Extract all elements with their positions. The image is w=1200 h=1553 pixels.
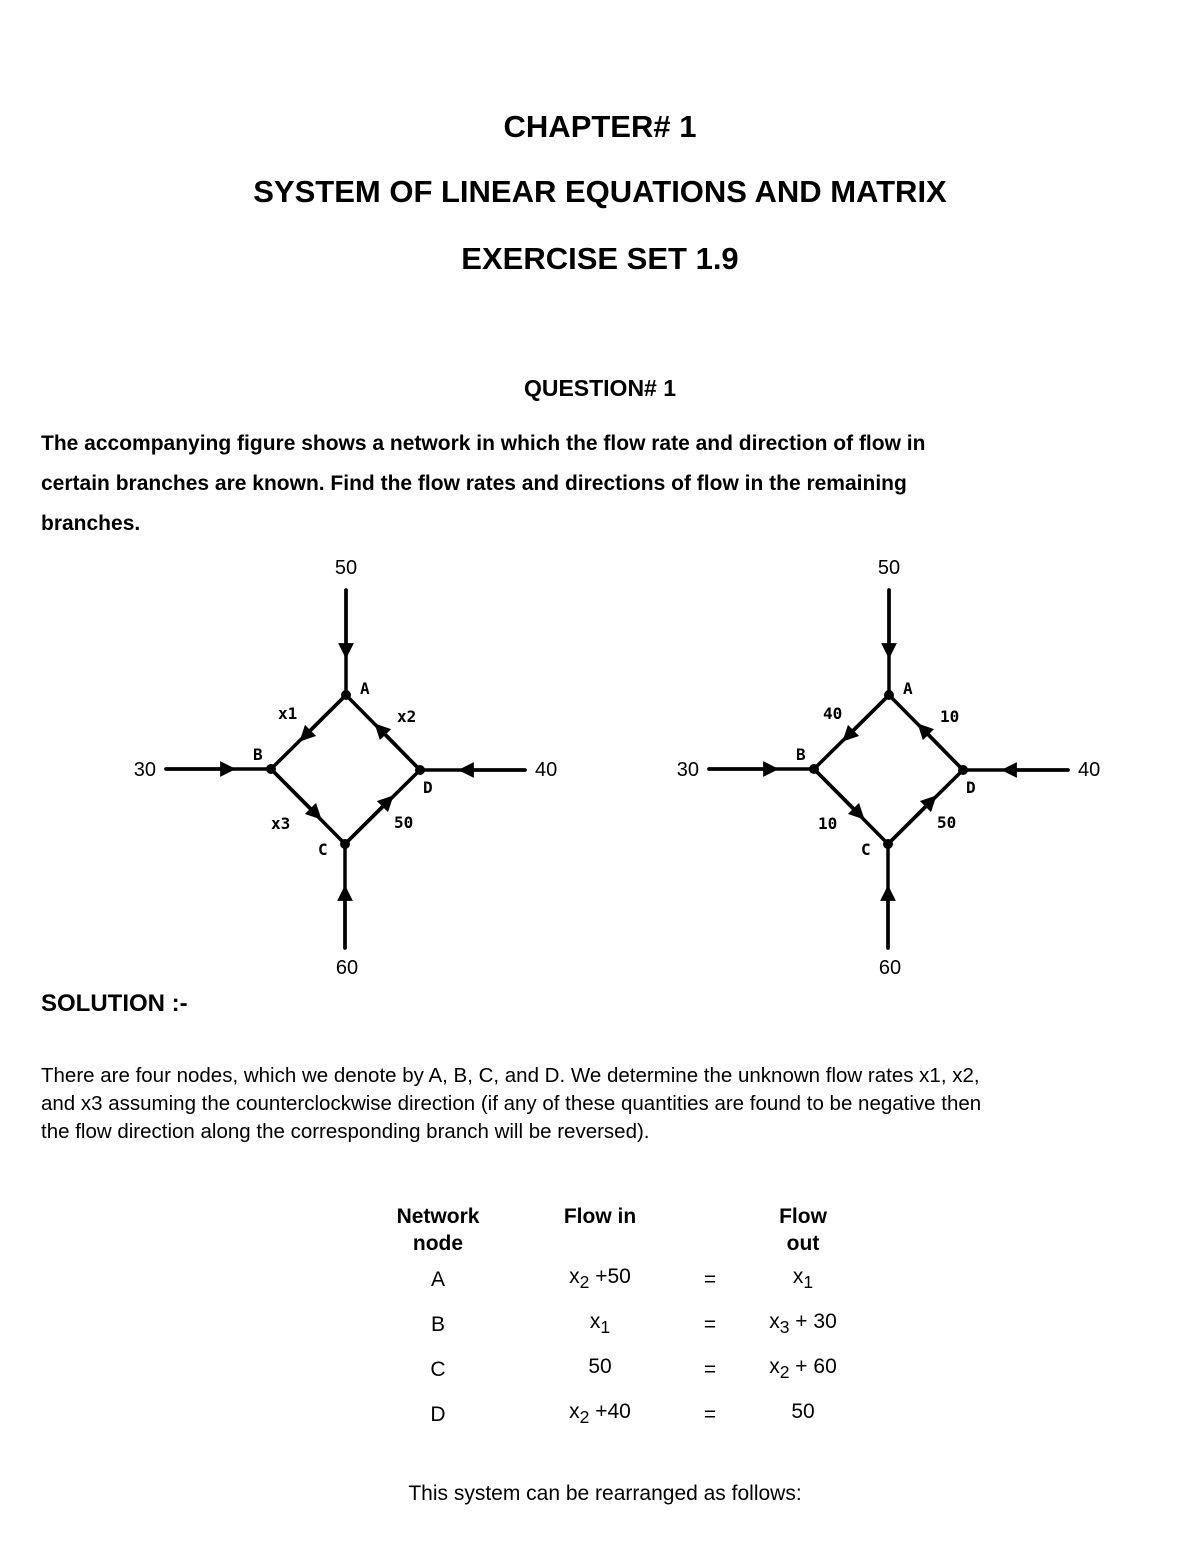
node-d-label: D — [966, 778, 976, 797]
exercise-heading: EXERCISE SET 1.9 — [461, 241, 739, 276]
network-figure-solved — [709, 590, 1068, 948]
solution-line: There are four nodes, which we denote by A, B, C, and D. We determine the unknown flow rates x1, x2, — [41, 1064, 980, 1087]
table-row — [358, 1347, 868, 1392]
header-text: node — [412, 1232, 464, 1255]
node-cell: B — [430, 1312, 445, 1336]
flow-in-cell: 50 — [588, 1355, 612, 1379]
node-b-label: B — [253, 745, 263, 764]
col-header-equals — [682, 1203, 738, 1257]
flow-arrow — [305, 695, 346, 736]
network-figures — [0, 550, 1200, 990]
right-flow-label: 40 — [535, 759, 558, 781]
node-b-dot — [266, 764, 276, 774]
question-line: certain branches are known. Find the flow rates and directions of flow in the remaining — [41, 472, 907, 495]
question-line: branches. — [41, 512, 141, 535]
flow-out-cell: 50 — [791, 1400, 815, 1424]
node-cell: C — [430, 1357, 446, 1381]
flow-out-cell: $x_2 + 60$ — [769, 1355, 837, 1383]
flow-arrow — [271, 769, 316, 814]
flow-out-cell: $x_3 + 30$ — [769, 1310, 837, 1338]
table-row — [358, 1392, 868, 1437]
bottom-flow-label: 60 — [878, 957, 902, 979]
node-c-dot — [340, 839, 350, 849]
branch-ad-label: 10 — [940, 707, 960, 726]
question-title: QUESTION# 1 — [523, 375, 677, 401]
node-a-label: A — [903, 679, 913, 698]
top-flow-label: 50 — [877, 557, 901, 579]
node-b-dot — [809, 764, 819, 774]
col-header-node — [358, 1203, 518, 1257]
solution-title: SOLUTION :- — [41, 990, 188, 1017]
bottom-flow-label: 60 — [335, 957, 359, 979]
branch-ab-label: x1 — [278, 704, 298, 723]
branch-bc-label: 10 — [818, 814, 838, 833]
col-header-flow-in: Flow in — [563, 1205, 637, 1228]
node-cell: A — [430, 1267, 445, 1291]
network-figure-given — [166, 590, 525, 948]
node-c-dot — [883, 839, 893, 849]
node-c-label: C — [861, 840, 871, 859]
left-flow-label: 30 — [133, 759, 156, 781]
col-header-flow-out — [738, 1203, 868, 1257]
equals-cell: = — [703, 1402, 717, 1426]
branch-ad-label: x2 — [397, 707, 417, 726]
subject-heading: SYSTEM OF LINEAR EQUATIONS AND MATRIX — [253, 174, 947, 209]
rearrange-note: This system can be rearranged as follows: — [408, 1482, 802, 1505]
node-a-label: A — [360, 679, 370, 698]
left-flow-label: 30 — [676, 759, 699, 781]
equals-cell: = — [703, 1312, 717, 1336]
flow-out-cell: $x_1$ — [792, 1265, 814, 1293]
table-row — [358, 1257, 868, 1302]
header-text: out — [786, 1232, 820, 1255]
equals-cell: = — [703, 1357, 717, 1381]
flow-in-cell: $x_2 +50$ — [569, 1265, 631, 1293]
flow-balance-table — [358, 1203, 868, 1437]
question-text — [41, 424, 1061, 544]
node-d-dot — [958, 765, 968, 775]
flow-arrow — [923, 729, 963, 770]
header-text: Network — [396, 1205, 480, 1228]
node-a-dot — [884, 690, 894, 700]
header-text: Flow — [779, 1205, 827, 1228]
flow-arrow — [848, 695, 889, 736]
flow-in-cell: $x_1$ — [589, 1310, 611, 1338]
table-row — [358, 1302, 868, 1347]
branch-ab-label: 40 — [823, 704, 843, 723]
flow-arrow — [888, 801, 931, 844]
flow-arrow — [814, 769, 859, 814]
solution-paragraph — [41, 1062, 1151, 1146]
node-cell: D — [430, 1402, 446, 1426]
solution-line: the flow direction along the corresponding branch will be reversed). — [41, 1120, 650, 1143]
solution-line: and x3 assuming the counterclockwise direction (if any of these quantities are found to be negative then — [41, 1092, 982, 1115]
table-header-row — [358, 1203, 868, 1257]
node-d-label: D — [423, 778, 433, 797]
node-a-dot — [341, 690, 351, 700]
question-line: The accompanying figure shows a network in which the flow rate and direction of flow in — [41, 432, 926, 455]
right-flow-label: 40 — [1078, 759, 1101, 781]
flow-arrow — [345, 801, 388, 844]
equals-cell: = — [703, 1267, 717, 1291]
chapter-heading: CHAPTER# 1 — [503, 109, 697, 144]
flow-arrow — [380, 729, 420, 770]
node-b-label: B — [796, 745, 806, 764]
flow-in-cell: $x_2 +40$ — [569, 1400, 631, 1428]
branch-cd-label: 50 — [394, 813, 414, 832]
branch-bc-label: x3 — [271, 814, 291, 833]
node-d-dot — [415, 765, 425, 775]
branch-cd-label: 50 — [937, 813, 957, 832]
top-flow-label: 50 — [334, 557, 358, 579]
node-c-label: C — [318, 840, 328, 859]
